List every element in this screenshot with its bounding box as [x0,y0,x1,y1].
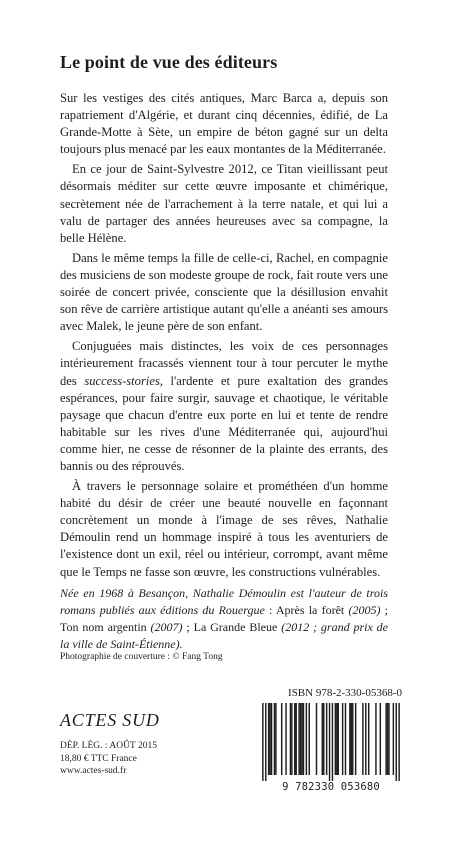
barcode-bar [309,703,310,775]
barcode-bar [351,703,352,775]
barcode-bar [306,703,307,775]
publisher-logo: ACTES SUD [60,710,160,730]
barcode-bar [375,703,376,775]
author-bio [60,585,388,653]
page-title: Le point de vue des éditeurs [60,52,278,72]
barcode-bar [396,703,397,781]
legal-info [60,740,157,778]
barcode-bar [295,703,296,775]
barcode-bar [338,703,339,775]
author-bio-book-2: ; Ton nom argentin [60,603,388,634]
barcode-bar [387,703,388,775]
barcode-bar [365,703,366,775]
barcode-bar [349,703,350,775]
barcode-bar [275,703,276,775]
barcode-bar [298,703,299,775]
blurb-paragraph-4-end: , l'ardente et pure exaltation des grandes espérances, pour faire surgir, sauvage et chaotique, le véritable paysage que chacun d'entre eux porte en lui et tente de rendre habitable sur les rives d'une Méditerranée qui, aujourd'hui comme hier, ne cesse de résonner de la plainte des errants, des bannis ou des réprouvés. [60,373,389,473]
barcode-bar [303,703,304,775]
barcode-bar [368,703,369,775]
barcode-bar [336,703,337,775]
blurb-text [60,90,388,581]
barcode [258,703,404,795]
barcode-bar [281,703,282,775]
photo-credit: Photographie de couverture : © Fang Tong [60,652,223,662]
barcode-bars [258,703,404,781]
barcode-bar [362,703,363,775]
barcode-bar [380,703,381,775]
barcode-bar [290,703,291,775]
barcode-bar [274,703,275,775]
author-bio-intro: Née en 1968 à Besançon, Nathalie Démoulin est l'auteur de trois romans publiés aux éditions du Rouergue [60,586,388,617]
barcode-bar [316,703,317,775]
author-bio-year-1: (2005) [348,603,381,617]
author-bio-book-3: ; La Grande Bleue [182,620,282,634]
barcode-bar [294,703,295,775]
barcode-bar [262,703,263,781]
barcode-bar [300,703,301,775]
blurb-paragraph-2: En ce jour de Saint-Sylvestre 2012, ce Titan vieillissant peut désormais méditer sur cette œuvre imposante et chimérique, secrètement née de l'arrachement à la terre natale, et qui lui a valu de partager des années heureuses avec sa compagne, la belle Hélène. [60,162,388,245]
price: 18,80 € TTC France [60,753,137,764]
blurb-paragraph-3: Dans le même temps la fille de celle-ci, Rachel, en compagnie des musiciens de son modeste groupe de rock, fait route vers une soirée de concert privée, consciente que la désillusion envahit son rêve de carrière artistique autant qu'elle a anéanti ses amours avec Malek, le jeune père de son enfant. [60,250,388,334]
author-bio-book-1: : Après la forêt [264,603,349,617]
blurb-paragraph-4 [60,338,388,475]
barcode-bar [326,703,327,775]
barcode-bar [322,703,323,775]
barcode-digits: 9 782330 053680 [282,781,380,793]
blurb-paragraph-4-italic: success-stories [84,373,160,388]
blurb-paragraph-5: À travers le personnage solaire et prométhéen d'un homme habité du désir de créer une beauté nouvelle en façonnant concrètement un monde à l'image de ses rêves, Nathalie Démoulin rend un hommage inspiré à tous les aventuriers de l'existence dont un exil, réel ou intérieur, corrompt, avant même que le Temps ne fasse son œuvre, les constructions vulnérables. [60,479,388,579]
barcode-bar [342,703,343,775]
barcode-bar [323,703,324,775]
barcode-bar [355,703,356,775]
barcode-bar [335,703,336,775]
blurb-paragraph-4-start: Conjuguées mais distinctes, les voix de ces personnages intérieurement fracassés viennent tour à tour percuter le mythe des [60,339,388,388]
blurb-paragraph-1: Sur les vestiges des cités antiques, Marc Barca a, depuis son rapatriement d'Algérie, et durant cinq décennies, édifié, de La Grande-Motte à Sète, un empire de béton gagné sur un delta toujours plus menacé par les eaux montantes de la Méditerranée. [60,91,388,157]
website: www.actes-sud.fr [60,766,127,776]
barcode-bar [332,703,333,781]
barcode-bar [393,703,394,775]
author-bio-year-3: (2012 ; grand prix de la ville de Saint-Étienne). [60,620,389,651]
barcode-bar [352,703,353,775]
barcode-bar [329,703,330,781]
barcode-bar [285,703,286,775]
legal-deposit: DÉP. LÉG. : AOÛT 2015 [60,741,157,751]
barcode-bar [301,703,302,775]
barcode-bar [271,703,272,775]
author-bio-year-2: (2007) [150,620,183,634]
barcode-bar [268,703,269,775]
barcode-bar [398,703,399,781]
isbn-number: ISBN 978-2-330-05368-0 [288,687,402,699]
barcode-bar [385,703,386,775]
barcode-bar [388,703,389,775]
barcode-bar [265,703,266,781]
barcode-bar [345,703,346,775]
barcode-bar [291,703,292,775]
barcode-bar [269,703,270,775]
